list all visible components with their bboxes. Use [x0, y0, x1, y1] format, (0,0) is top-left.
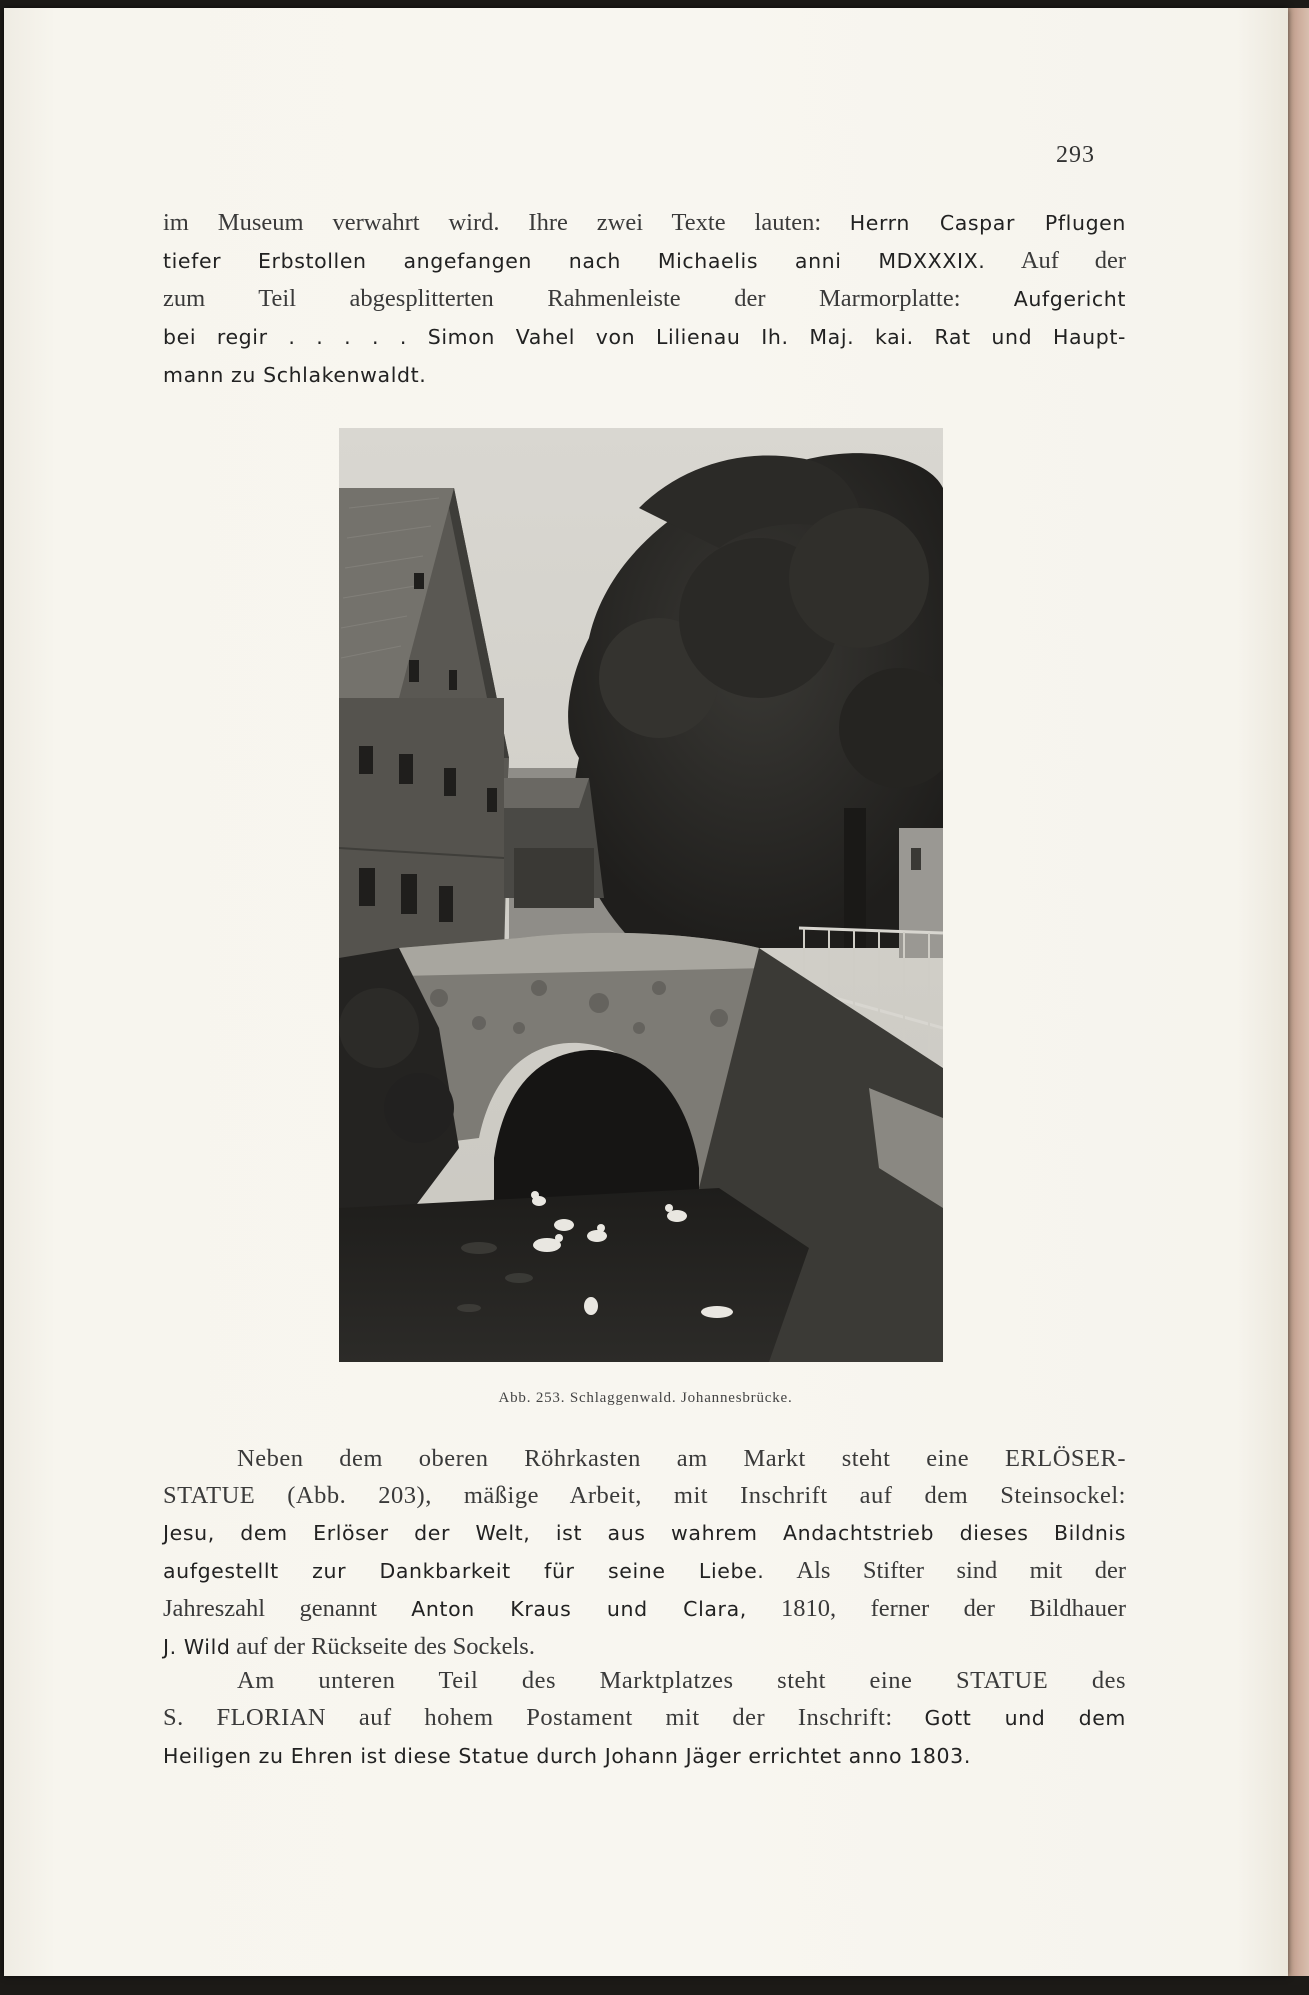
text-line	[163, 318, 1126, 356]
text-span: Neben dem oberen Röhrkasten am Markt steht eine ERLÖSER-	[237, 1445, 1126, 1472]
text-line	[163, 204, 1126, 242]
inscription-span: aufgestellt zur Dankbarkeit für seine Liebe.	[163, 1559, 765, 1583]
page-number: 293	[1056, 142, 1095, 168]
text-line	[163, 1699, 1126, 1737]
inscription-span: Herrn Caspar Pflugen	[849, 211, 1126, 235]
text-line	[163, 1737, 1126, 1775]
text-span: STATUE (Abb. 203), mäßige Arbeit, mit Inschrift auf dem Steinsockel:	[163, 1482, 1126, 1509]
text-line	[163, 1662, 1126, 1699]
text-line	[163, 242, 1126, 280]
text-line	[163, 1628, 1126, 1666]
text-span: Am unteren Teil des Marktplatzes steht eine STATUE des	[237, 1667, 1126, 1694]
inscription-span: Aufgericht	[1013, 287, 1126, 311]
text-span: Als Stifter sind mit der	[796, 1557, 1127, 1584]
inscription-span: Jesu, dem Erlöser der Welt, ist aus wahrem Andachtstrieb dieses Bildnis	[163, 1521, 1126, 1545]
paragraph-florian-statue	[163, 1662, 1126, 1775]
inscription-span: Anton Kraus und Clara,	[411, 1597, 747, 1621]
text-span: 1810, ferner der Bildhauer	[781, 1595, 1126, 1622]
inscription-span: J. Wild	[163, 1635, 231, 1659]
text-line	[163, 1514, 1126, 1552]
inscription-span: Gott und dem	[924, 1706, 1127, 1730]
text-line	[163, 1590, 1126, 1628]
paragraph-museum-inscription	[163, 204, 1126, 394]
text-line	[163, 1440, 1126, 1477]
photo-johannesbruecke	[339, 428, 943, 1362]
photo-illustration	[339, 428, 943, 1362]
text-span: zum Teil abgesplitterten Rahmenleiste der Marmorplatte:	[163, 285, 961, 312]
text-span: Jahreszahl genannt	[163, 1595, 378, 1622]
text-line	[163, 1477, 1126, 1514]
inscription-span: bei regir . . . . . Simon Vahel von Lilienau Ih. Maj. kai. Rat und Haupt-	[163, 325, 1126, 349]
text-span: im Museum verwahrt wird. Ihre zwei Texte lauten:	[163, 209, 822, 236]
text-line	[163, 280, 1126, 318]
text-line	[163, 356, 1126, 394]
text-span: auf der Rückseite des Sockels.	[236, 1633, 535, 1660]
inscription-span: mann zu Schlakenwaldt.	[163, 363, 427, 387]
book-page-edge	[1288, 8, 1309, 1976]
text-span: Auf der	[1020, 247, 1127, 274]
inscription-span: tiefer Erbstollen angefangen nach Michaelis anni MDXXXIX.	[163, 249, 986, 273]
inscription-span: Heiligen zu Ehren ist diese Statue durch Johann Jäger errichtet anno 1803.	[163, 1744, 971, 1768]
text-span: S. FLORIAN auf hohem Postament mit der Inschrift:	[163, 1704, 893, 1731]
book-page	[4, 8, 1288, 1976]
figure-caption: Abb. 253. Schlaggenwald. Johannesbrücke.	[498, 1390, 793, 1406]
paragraph-erloeser-statue	[163, 1440, 1126, 1666]
text-line	[163, 1552, 1126, 1590]
